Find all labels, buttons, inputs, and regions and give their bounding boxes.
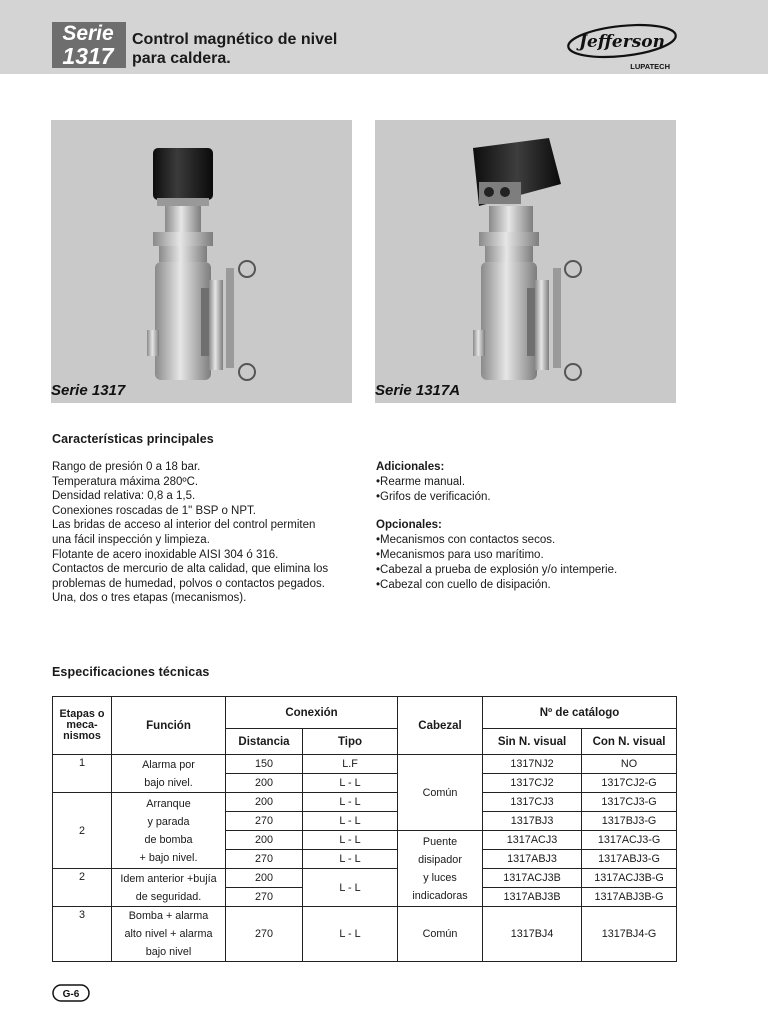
characteristic-item: Rango de presión 0 a 18 bar. [52,461,201,473]
photo-serie-1317 [51,120,352,403]
serie-word: Serie [62,22,114,45]
type-cell: L - L [303,869,398,907]
catalog-with-cell: NO [582,755,677,774]
page-number: G-6 [62,989,80,1000]
logo-sub: LUPATECH [630,62,670,71]
stage-cell: 3 [53,907,112,962]
specs-table [52,696,677,962]
title-line-1: Control magnético de nivel [132,31,338,48]
valve-image-1317 [51,120,352,403]
page-title [132,30,337,68]
header-head: Cabezal [398,697,483,755]
stage-cell: 1 [53,755,112,793]
distance-cell: 270 [226,812,303,831]
characteristic-item: Las bridas de acceso al interior del control permiten [52,519,316,532]
additional-list [376,475,696,505]
characteristics-list [52,460,372,606]
specs-title: Especificaciones técnicas [52,665,210,679]
options-column [376,460,696,592]
function-cell: Alarma por bajo nivel. [112,755,226,793]
header-catalog: Nº de catálogo [483,697,677,729]
function-cell: Idem anterior +bujía de seguridad. [112,869,226,907]
characteristic-item: Temperatura máxima 280ºC. [52,475,199,488]
stage-cell: 2 [53,869,112,907]
characteristic-item: Una, dos o tres etapas (mecanismos). [52,592,247,605]
photo-serie-1317a [375,120,676,403]
header-connection: Conexión [226,697,398,729]
catalog-without-cell: 1317CJ2 [483,774,582,793]
logo-name: Jefferson [579,32,665,52]
catalog-with-cell: 1317ABJ3-G [582,850,677,869]
characteristics-title: Características principales [52,432,214,446]
distance-cell: 200 [226,869,303,888]
serie-badge [52,22,126,68]
distance-cell: 200 [226,774,303,793]
type-cell: L - L [303,793,398,812]
distance-cell: 270 [226,850,303,869]
type-cell: L - L [303,907,398,962]
additional-title: Adicionales: [376,461,445,473]
caption-serie-1317a: Serie 1317A [375,382,461,399]
distance-cell: 150 [226,755,303,774]
optional-title: Opcionales: [376,519,442,532]
jefferson-logo [566,22,680,72]
characteristic-item: Contactos de mercurio de alta calidad, que elimina los [52,563,329,576]
function-cell: Arranque y parada de bomba + bajo nivel. [112,793,226,869]
type-cell: L - L [303,850,398,869]
catalog-with-cell: 1317ABJ3B-G [582,888,677,907]
catalog-with-cell: 1317ACJ3-G [582,831,677,850]
header-without-visual: Sin N. visual [483,729,582,755]
header-function: Función [112,697,226,755]
characteristic-item: Flotante de acero inoxidable AISI 304 ó 316. [52,548,279,561]
serie-number: 1317 [62,43,114,69]
characteristic-item: Conexiones roscadas de 1" BSP o NPT. [52,504,256,517]
caption-serie-1317: Serie 1317 [51,382,126,399]
optional-list [376,533,696,592]
table-row [53,907,677,962]
header-distance: Distancia [226,729,303,755]
catalog-with-cell: 1317CJ3-G [582,793,677,812]
distance-cell: 270 [226,907,303,962]
function-cell: Bomba + alarma alto nivel + alarma bajo nivel [112,907,226,962]
characteristic-item: Densidad relativa: 0,8 a 1,5. [52,490,196,503]
stage-cell: 2 [53,793,112,869]
table-row [53,755,677,774]
catalog-with-cell: 1317CJ2-G [582,774,677,793]
catalog-without-cell: 1317BJ3 [483,812,582,831]
table-row [53,793,677,812]
characteristic-item: una fácil inspección y limpieza. [52,533,210,546]
additional-item: • Grifos de verificación. [376,490,696,505]
type-cell: L - L [303,774,398,793]
catalog-without-cell: 1317CJ3 [483,793,582,812]
catalog-with-cell: 1317BJ4-G [582,907,677,962]
type-cell: L.F [303,755,398,774]
head-cell: Puente disipador y luces indicadoras [398,831,483,907]
catalog-without-cell: 1317BJ4 [483,907,582,962]
characteristic-item: problemas de humedad, polvos o contactos pegados. [52,577,325,590]
catalog-without-cell: 1317NJ2 [483,755,582,774]
catalog-without-cell: 1317ABJ3B [483,888,582,907]
distance-cell: 200 [226,793,303,812]
optional-item: • Cabezal a prueba de explosión y/o intemperie. [376,563,696,578]
catalog-without-cell: 1317ACJ3B [483,869,582,888]
head-cell: Común [398,755,483,831]
optional-item: • Mecanismos con contactos secos. [376,533,696,548]
catalog-without-cell: 1317ABJ3 [483,850,582,869]
page-number-badge [52,984,90,1002]
valve-image-1317a [375,120,676,403]
header-type: Tipo [303,729,398,755]
additional-item: • Rearme manual. [376,475,696,490]
catalog-with-cell: 1317BJ3-G [582,812,677,831]
head-cell: Común [398,907,483,962]
catalog-with-cell: 1317ACJ3B-G [582,869,677,888]
header-stages: Etapas o meca- nismos [53,697,112,755]
type-cell: L - L [303,812,398,831]
header-with-visual: Con N. visual [582,729,677,755]
title-line-2: para caldera. [132,50,231,67]
optional-item: • Mecanismos para uso marítimo. [376,548,696,563]
table-row [53,869,677,888]
distance-cell: 270 [226,888,303,907]
catalog-without-cell: 1317ACJ3 [483,831,582,850]
distance-cell: 200 [226,831,303,850]
optional-item: • Cabezal con cuello de disipación. [376,578,696,593]
type-cell: L - L [303,831,398,850]
